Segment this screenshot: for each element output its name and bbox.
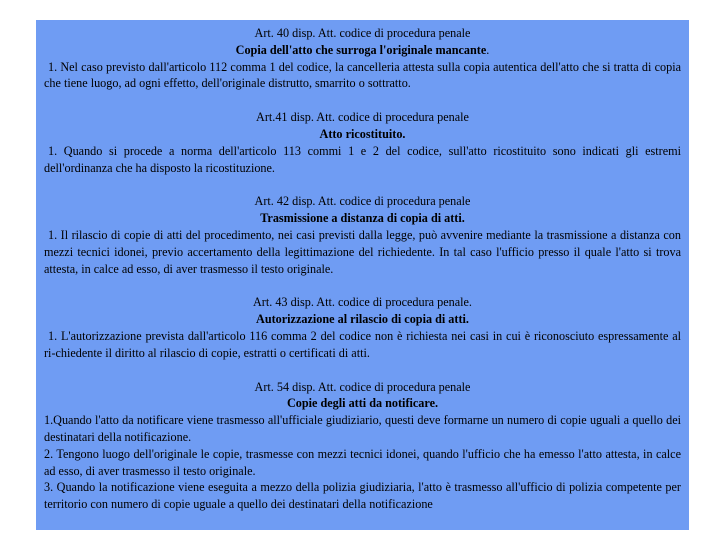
- article-heading: [44, 42, 681, 59]
- article-heading: Trasmissione a distanza di copia di atti.: [260, 211, 465, 226]
- article-heading: Atto ricostituito.: [319, 126, 406, 141]
- article-paragraph: 1. Quando si procede a norma dell'articolo 113 commi 1 e 2 del codice, sull'atto ricostituito sono indicati gli estremi dell'ordinanza che ha disposto la ricostituzione.: [44, 143, 681, 175]
- article-heading-suffix: .: [486, 42, 490, 57]
- article-54: [44, 379, 681, 513]
- article-41: [44, 109, 681, 176]
- article-paragraph: 1.Quando l'atto da notificare viene trasmesso all'ufficiale giudiziario, questi deve formarne un numero di copie uguali a quello dei destinatari della notificazione.: [44, 413, 681, 444]
- article-paragraph: 1. L'autorizzazione prevista dall'articolo 116 comma 2 del codice non è richiesta nei casi in cui è riconosciuto espressamente al ri-chiedente il diritto al rilascio di copie, estratti o certificati di atti.: [44, 328, 681, 360]
- article-title: Art. 43 disp. Att. codice di procedura penale.: [253, 295, 472, 310]
- article-42: [44, 193, 681, 277]
- article-title: Art. 42 disp. Att. codice di procedura penale: [254, 194, 471, 209]
- article-heading: Copie degli atti da notificare.: [286, 396, 439, 411]
- article-paragraph: 1. Nel caso previsto dall'articolo 112 comma 1 del codice, la cancelleria attesta sulla copia autentica dell'atto che si tratta di copia che tiene luogo, ad ogni effetto, dell'originale distrutto, smarrito o sottratto.: [44, 59, 681, 91]
- article-paragraph: 2. Tengono luogo dell'originale le copie, trasmesse con mezzi tecnici idonei, quando l'ufficio che ha emesso l'atto attesta, in calce ad esso, di aver trasmesso il testo originale.: [44, 446, 681, 478]
- article-paragraph: 1. Il rilascio di copie di atti del procedimento, nei casi previsti dalla legge, può avvenire mediante la trasmissione a distanza con mezzi tecnici idonei, previo accertamento della legittimazione del richiedente. In tal caso l'ufficio presso il quale l'atto si trova attesta, in calce ad esso, di aver trasmesso il testo originale.: [44, 227, 681, 276]
- article-40: [44, 25, 681, 92]
- article-heading-text: Copia dell'atto che surroga l'originale mancante: [235, 42, 487, 57]
- article-title: Art. 54 disp. Att. codice di procedura penale: [254, 379, 471, 394]
- article-paragraph: 3. Quando la notificazione viene eseguita a mezzo della polizia giudiziaria, l'atto è trasmesso all'ufficio di polizia competente per territorio con numero di copie uguale a quello dei destinatari della notificazione: [44, 480, 681, 512]
- document-panel: [36, 20, 689, 530]
- article-title: Art.41 disp. Att. codice di procedura penale: [256, 110, 469, 125]
- article-title: Art. 40 disp. Att. codice di procedura penale: [254, 26, 471, 40]
- article-heading: Autorizzazione al rilascio di copia di atti.: [256, 312, 469, 327]
- article-43: [44, 294, 681, 361]
